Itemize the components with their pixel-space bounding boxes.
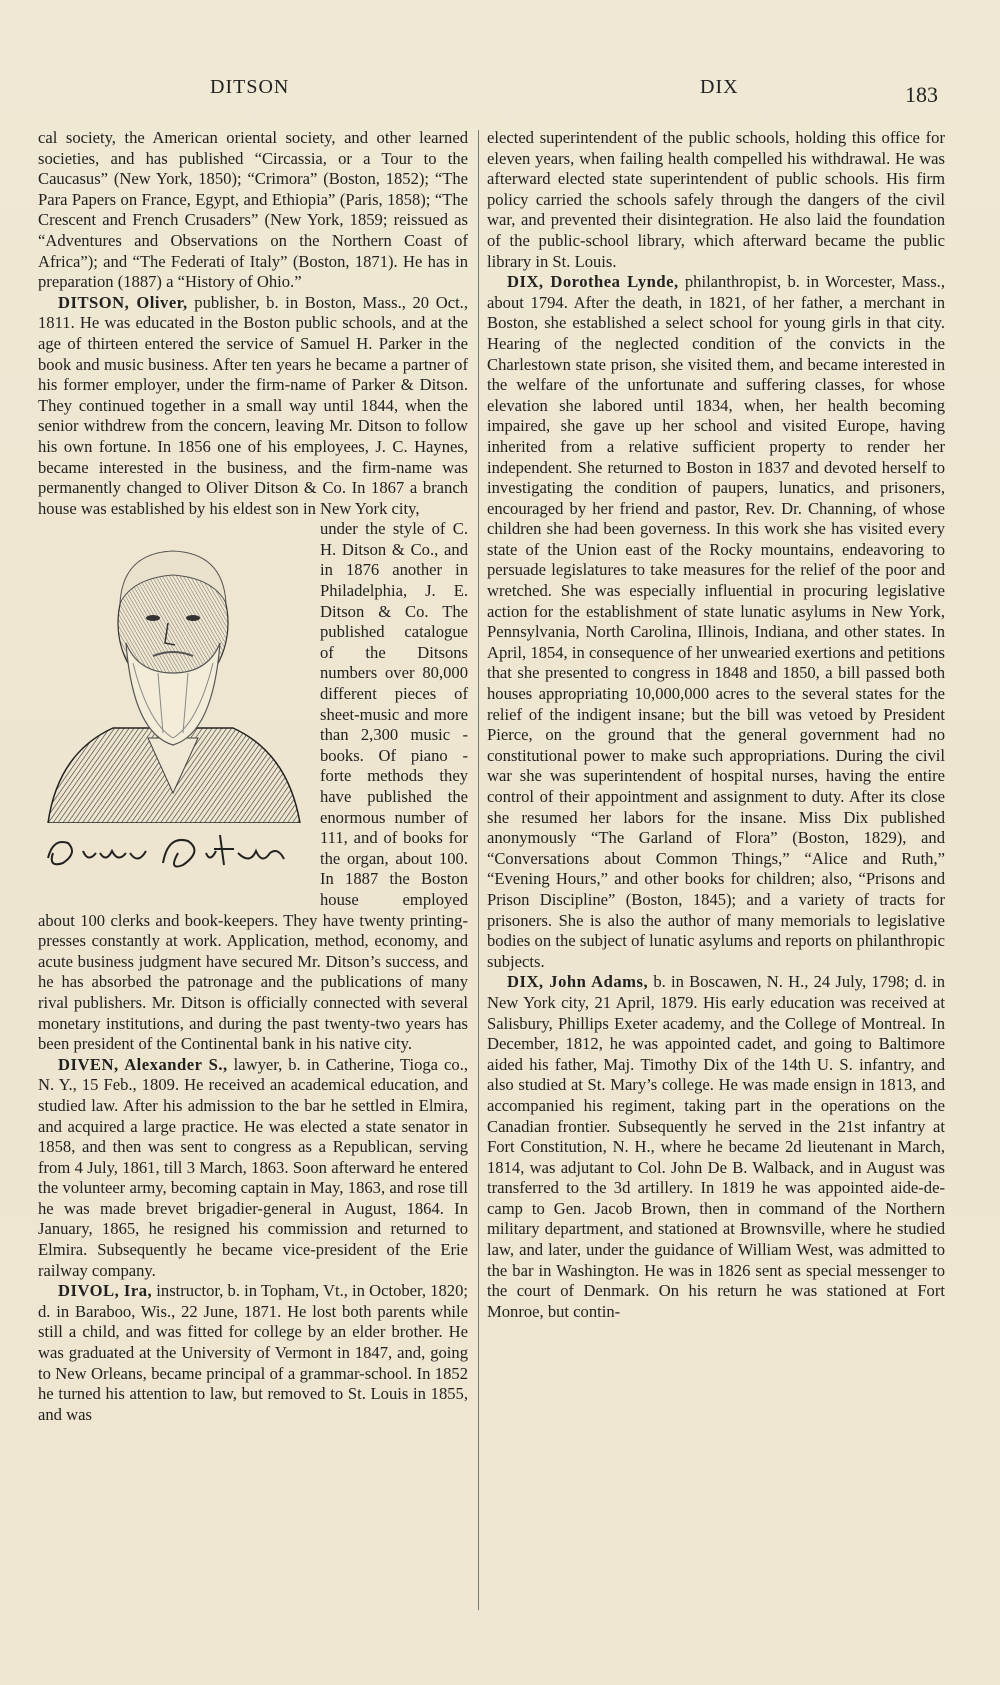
- signature-image: [38, 823, 308, 883]
- entry-heading-ditson: DITSON, Oliver,: [58, 292, 188, 312]
- entry-heading-dorothea-dix: DIX, Dorothea Lynde,: [507, 272, 679, 292]
- continued-entry-text: elected superintendent of the public schools, holding this office for eleven years, when failing health compelled his withdrawal. He was afterward elected state superintendent of public schools. His firm policy carried the schools safely through the dangers of the civil war, and prevented their disintegration. He also laid the foundation of the public-school library, which afterward became the public library in St. Louis.: [487, 128, 945, 271]
- portrait-oliver-ditson: [38, 523, 308, 893]
- entry-ditson: [38, 293, 468, 520]
- column-divider: [478, 130, 479, 1610]
- right-column: [487, 128, 945, 1322]
- entry-diven: [38, 1055, 468, 1282]
- entry-text-ditson-part-a: publisher, b. in Boston, Mass., 20 Oct., 1811. He was educated in the Boston public schools, and at the age of thirteen entered the service of Samuel H. Parker in the book and music business. After ten years he became a partner of his former employer, under the firm-name of Parker & Ditson. They continued together in a small way until 1844, when the senior withdrew from the concern, leaving Mr. Ditson to follow his own fortune. In 1856 one of his employees, J. C. Haynes, became interested in the business, and the firm-name was permanently changed to Oliver Ditson & Co. In 1867 a branch house was established by his eldest son in New York city,: [38, 292, 468, 518]
- entry-text-diven: lawyer, b. in Catherine, Tioga co., N. Y., 15 Feb., 1809. He received an academical education, and studied law. After his admission to the bar he settled in Elmira, and acquired a large practice. He was elected a state senator in 1858, and then was sent to congress as a Republican, serving from 4 July, 1861, till 3 March, 1863. Soon afterward he entered the volunteer army, becoming captain in May, 1863, and rose till he was made brevet brigadier-general in August, 1864. In January, 1865, he resigned his commission and returned to Elmira. Subsequently he became vice-president of the Erie railway company.: [38, 1054, 468, 1280]
- portrait-engraving: [38, 523, 308, 823]
- continued-entry-text: cal society, the American oriental society, and other learned societies, and has published “Circassia, or a Tour to the Caucasus” (New York, 1850); “Crimora” (Boston, 1852); “The Para Papers on France, Egypt, and Ethiopia” (Paris, 1858); “The Crescent and French Crusaders” (New York, 1859; reissued as “Adventures and Observations on the Northern Coast of Africa”); and “The Federati of Italy” (Boston, 1871). He has in preparation (1887) a “History of Ohio.”: [38, 128, 468, 292]
- entry-divol: [38, 1281, 468, 1425]
- entry-text-john-adams-dix: b. in Boscawen, N. H., 24 July, 1798; d. in New York city, 21 April, 1879. His early education was received at Salisbury, Phillips Exeter academy, and the College of Montreal. In December, 1812, he was appointed cadet, and going to Baltimore aided his father, Maj. Timothy Dix of the 14th U. S. infantry, and also studied at St. Mary’s college. He was made ensign in 1813, and accompanied his regiment, taking part in the operations on the Canadian frontier. Subsequently he served in the 21st infantry at Fort Constitution, N. H., where he became 2d lieutenant in March, 1814, was adjutant to Col. John De B. Walback, and in August was transferred to the 3d artillery. In 1819 he was appointed aide-de-camp to Gen. Jacob Brown, then in command of the Northern military department, and stationed at Brownsville, where he studied law, and later, under the guidance of William West, was admitted to the bar in Washington. He was in 1826 sent as special messenger to the court of Denmark. On his return he was stationed at Fort Monroe, but contin-: [487, 972, 945, 1321]
- left-column: [38, 128, 468, 1425]
- running-header: [0, 70, 1000, 110]
- header-right-guide-word: DIX: [700, 76, 739, 98]
- entry-text-divol: instructor, b. in Topham, Vt., in October, 1820; d. in Baraboo, Wis., 22 June, 1871. He lost both parents while still a child, and was fitted for college by an elder brother. He was graduated at the University of Vermont in 1847, and, going to New Orleans, became principal of a grammar-school. In 1852 he turned his attention to law, but removed to St. Louis in 1855, and was: [38, 1281, 468, 1424]
- entry-dorothea-dix: [487, 272, 945, 972]
- entry-text-ditson-part-b: under the style of C. H. Ditson & Co., and in 1876 another in Philadelphia, J. E. Ditson & Co. The published catalogue of the Ditsons numbers over 80,000 different pieces of sheet-music and more than 2,300 music - books. Of piano - forte methods they have published the enormous number of 111, and of books for the organ, about 100. In 1887 the Boston house employed about 100 clerks and book-keepers. They have twenty printing-presses constantly at work. Application, method, economy, and acute business judgment have secured Mr. Ditson’s success, and he has absorbed the patronage and the publications of many rival publishers. Mr. Ditson is officially connected with several monetary institutions, and during the past twenty-two years has been president of the Continental bank in his native city.: [38, 519, 468, 1054]
- header-left-guide-word: DITSON: [210, 76, 290, 98]
- entry-heading-diven: DIVEN, Alexander S.,: [58, 1054, 228, 1074]
- entry-text-dorothea-dix: philanthropist, b. in Worcester, Mass., about 1794. After the death, in 1821, of her father, a merchant in Boston, she established a select school for young girls in that city. Hearing of the neglected condition of the convicts in the Charlestown state prison, she visited them, and became interested in the welfare of the unfortunate and suffering classes, for whose elevation she labored until 1834, when, her health becoming impaired, she gave up her school and visited Europe, having inherited from a relative sufficient property to render her independent. She returned to Boston in 1837 and devoted herself to investigating the condition of paupers, lunatics, and prisoners, encouraged by her friend and pastor, Rev. Dr. Channing, of whose children she had been governess. In this work she has visited every state of the Union east of the Rocky mountains, endeavoring to persuade legislatures to take measures for the relief of the poor and wretched. She was especially influential in procuring legislative action for the establishment of state lunatic asylums in New York, Pennsylvania, North Carolina, Illinois, Indiana, and other states. In April, 1854, in consequence of her unwearied exertions and petitions that she presented to congress in 1848 and 1850, a bill passed both houses appropriating 10,000,000 acres to the several states for the relief of the indigent insane; but the bill was vetoed by President Pierce, on the ground that the general government had no constitutional power to make such appropriations. During the civil war she was superintendent of hospital nurses, having the entire control of their appointment and assignment to duty. After its close she resumed her labors for the insane. Miss Dix published anonymously “The Garland of Flora” (Boston, 1829), and “Conversations about Common Things,” “Alice and Ruth,” “Evening Hours,” and other books for children; also, “Prisons and Prison Discipline” (Boston, 1845); and a variety of tracts for prisoners. She is also the author of many memorials to legislative bodies on the subject of lunatic asylums and reports on philanthropic subjects.: [487, 272, 945, 971]
- entry-john-adams-dix: [487, 972, 945, 1322]
- page-number: 183: [905, 82, 938, 107]
- entry-heading-divol: DIVOL, Ira,: [58, 1281, 153, 1301]
- entry-heading-john-adams-dix: DIX, John Adams,: [507, 972, 649, 992]
